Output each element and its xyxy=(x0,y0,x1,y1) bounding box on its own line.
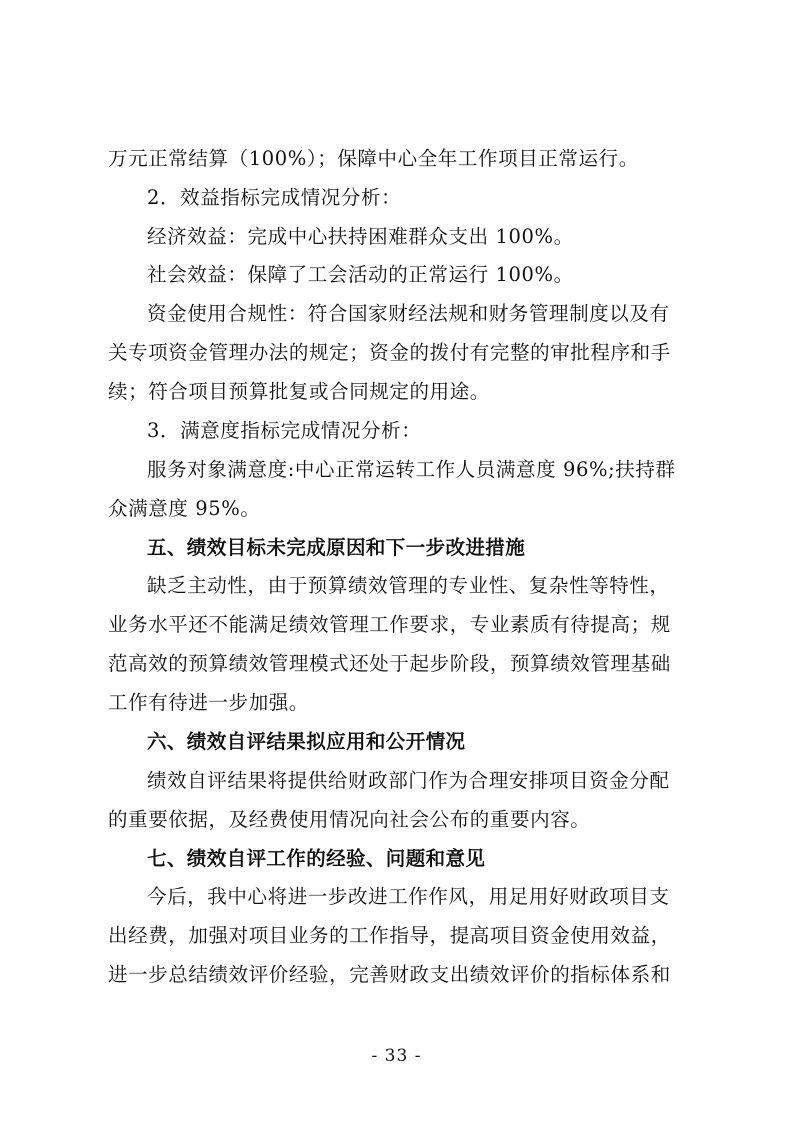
section-heading: 七、绩效自评工作的经验、问题和意见 xyxy=(147,847,486,870)
paragraph-line: 经济效益：完成中心扶持困难群众支出 100%。 xyxy=(147,225,574,248)
paragraph-line: 服务对象满意度:中心正常运转工作人员满意度 96%;扶持群 xyxy=(147,458,676,481)
paragraph-line: 资金使用合规性：符合国家财经法规和财务管理制度以及有 xyxy=(147,302,670,325)
section-heading: 六、绩效自评结果拟应用和公开情况 xyxy=(147,730,466,753)
paragraph-line: 众满意度 95%。 xyxy=(108,497,261,520)
paragraph-line: 绩效自评结果将提供给财政部门作为合理安排项目资金分配 xyxy=(147,769,670,792)
section-heading: 五、绩效目标未完成原因和下一步改进措施 xyxy=(147,536,526,559)
paragraph-line: 社会效益：保障了工会活动的正常运行 100%。 xyxy=(147,263,574,286)
paragraph-line: 关专项资金管理办法的规定；资金的拨付有完整的审批程序和手 xyxy=(108,341,671,364)
paragraph-line: 范高效的预算绩效管理模式还处于起步阶段，预算绩效管理基础 xyxy=(108,652,671,675)
subsection-heading: 2．效益指标完成情况分析： xyxy=(147,186,402,209)
paragraph-line: 出经费，加强对项目业务的工作指导，提高项目资金使用效益， xyxy=(108,924,671,947)
subsection-heading: 3．满意度指标完成情况分析： xyxy=(147,419,422,442)
paragraph-line: 的重要依据，及经费使用情况向社会公布的重要内容。 xyxy=(108,808,591,831)
paragraph-line: 工作有待进一步加强。 xyxy=(108,691,310,714)
paragraph-line: 进一步总结绩效评价经验，完善财政支出绩效评价的指标体系和 xyxy=(108,963,671,986)
paragraph-line: 万元正常结算（100%）；保障中心全年工作项目正常运行。 xyxy=(108,147,639,170)
paragraph-line: 续；符合项目预算批复或合同规定的用途。 xyxy=(108,380,490,403)
page-number: - 33 - xyxy=(371,1046,422,1066)
paragraph-line: 今后，我中心将进一步改进工作作风，用足用好财政项目支 xyxy=(147,885,670,908)
paragraph-line: 业务水平还不能满足绩效管理工作要求，专业素质有待提高；规 xyxy=(108,613,671,636)
paragraph-line: 缺乏主动性，由于预算绩效管理的专业性、复杂性等特性， xyxy=(147,574,670,597)
